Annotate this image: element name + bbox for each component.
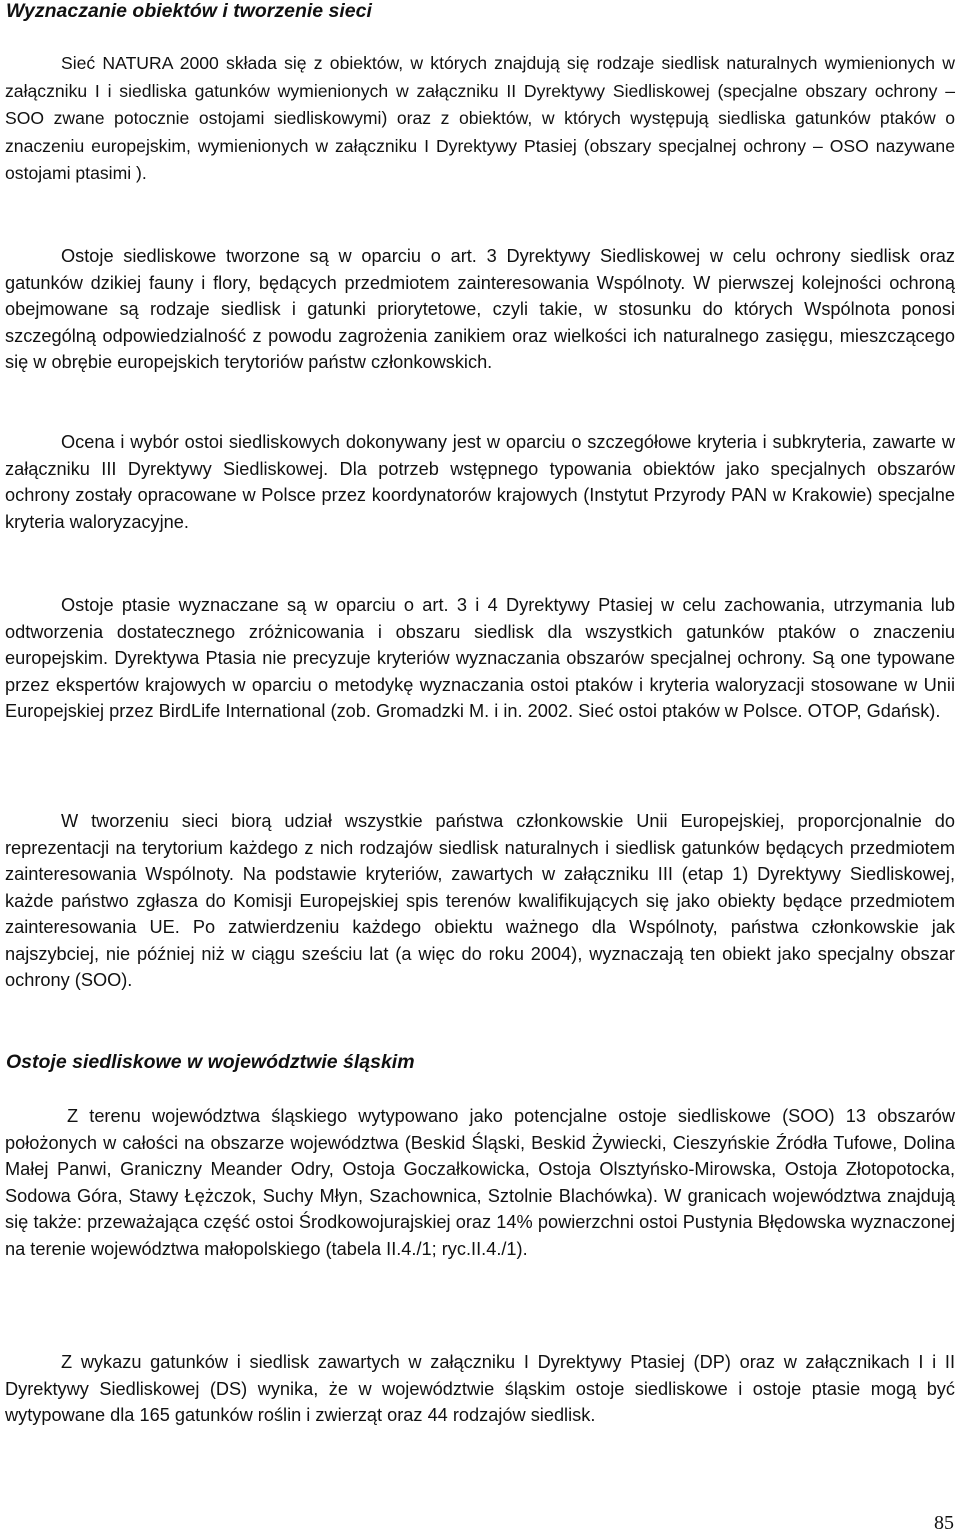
section-heading-silesia: Ostoje siedliskowe w województwie śląskim <box>6 1051 415 1073</box>
section-heading-networks: Wyznaczanie obiektów i tworzenie sieci <box>6 0 372 22</box>
paragraph-bird-sites: Ostoje ptasie wyznaczane są w oparciu o art. 3 i 4 Dyrektywy Ptasiej w celu zachowania, utrzymania lub odtworzenia dostatecznego zróżnicowania i obszaru siedlisk dla wszystkich gatunków ptaków o znaczeniu europejskim. Dyrektywa Ptasia nie precyzuje kryteriów wyznaczania obszarów specjalnej ochrony. Są one typowane przez ekspertów krajowych w oparciu o metodykę wyznaczania ostoi ptaków i kryteria waloryzacji stosowane w Unii Europejskiej przez BirdLife International (zob. Gromadzki M. i in. 2002. Sieć ostoi ptaków w Polsce. OTOP, Gdańsk). <box>5 595 955 721</box>
paragraph-natura-2000: Sieć NATURA 2000 składa się z obiektów, w których znajdują się rodzaje siedlisk naturalnych wymienionych w załączniku I i siedliska gatunków wymienionych w załączniku II Dyrektywy Siedliskowej (specjalne obszary ochrony – SOO zwane potocznie ostojami siedliskowymi) oraz z obiektów, w których występują siedliska gatunków ptaków o znaczeniu europejskim, wymienionych w załączniku I Dyrektywy Ptasiej (obszary specjalnej ochrony – OSO nazywane ostojami ptasimi ). <box>5 53 955 183</box>
paragraph-habitat-sites: Ostoje siedliskowe tworzone są w oparciu o art. 3 Dyrektywy Siedliskowej w celu ochrony siedlisk oraz gatunków dzikiej fauny i flory, będących przedmiotem zainteresowania Wspólnoty. W pierwszej kolejności ochroną obejmowane są rodzaje siedlisk i gatunki priorytetowe, czyli takie, w stosunku do których Wspólnota ponosi szczególną odpowiedzialność z powodu zagrożenia zanikiem oraz wielkości ich naturalnego zasięgu, mieszczącego się w obrębie europejskich terytoriów państw członkowskich. <box>5 246 955 372</box>
paragraph-site-assessment: Ocena i wybór ostoi siedliskowych dokonywany jest w oparciu o szczegółowe kryteria i subkryteria, zawarte w załączniku III Dyrektywy Siedliskowej. Dla potrzeb wstępnego typowania obiektów jako specjalnych obszarów ochrony zostały opracowane w Polsce przez koordynatorów krajowych (Instytut Przyrody PAN w Krakowie) specjalne kryteria waloryzacyjne. <box>5 432 955 532</box>
paragraph-species-list: Z wykazu gatunków i siedlisk zawartych w załączniku I Dyrektywy Ptasiej (DP) oraz w załącznikach I i II Dyrektywy Siedliskowej (DS) wynika, że w województwie śląskim ostoje siedliskowe i ostoje ptasie mogą być wytypowane dla 165 gatunków roślin i zwierząt oraz 44 rodzajów siedlisk. <box>5 1352 955 1425</box>
paragraph-silesia-sites: Z terenu województwa śląskiego wytypowano jako potencjalne ostoje siedliskowe (SOO) 13 obszarów położonych w całości na obszarze województwa (Beskid Śląski, Beskid Żywiecki, Cieszyńskie Źródła Tufowe, Dolina Małej Panwi, Graniczny Meander Odry, Ostoja Goczałkowicka, Ostoja Olsztyńsko-Mirowska, Ostoja Złotopotocka, Sodowa Góra, Stawy Łężczok, Suchy Młyn, Szachownica, Sztolnie Blachówka). W granicach województwa znajdują się także: przeważająca część ostoi Środkowojurajskiej oraz 14% powierzchni ostoi Pustynia Błędowska wyznaczonej na terenie województwa małopolskiego (tabela II.4./1; ryc.II.4./1). <box>5 1106 955 1259</box>
page-number: 85 <box>934 1512 954 1534</box>
paragraph-network-creation: W tworzeniu sieci biorą udział wszystkie państwa członkowskie Unii Europejskiej, proporcjonalnie do reprezentacji na terytorium każdego z nich rodzajów siedlisk naturalnych i siedlisk gatunków będących przedmiotem zainteresowania Wspólnoty. Na podstawie kryteriów, zawartych w załączniku III (etap 1) Dyrektywy Siedliskowej, każde państwo zgłasza do Komisji Europejskiej spis terenów kwalifikujących się jako obiekty będące przedmiotem zainteresowania UE. Po zatwierdzeniu każdego obiektu ważnego dla Wspólnoty, państwa członkowskie jak najszybciej, nie później niż w ciągu sześciu lat (a więc do roku 2004), wyznaczają ten obiekt jako specjalny obszar ochrony (SOO). <box>5 811 955 990</box>
